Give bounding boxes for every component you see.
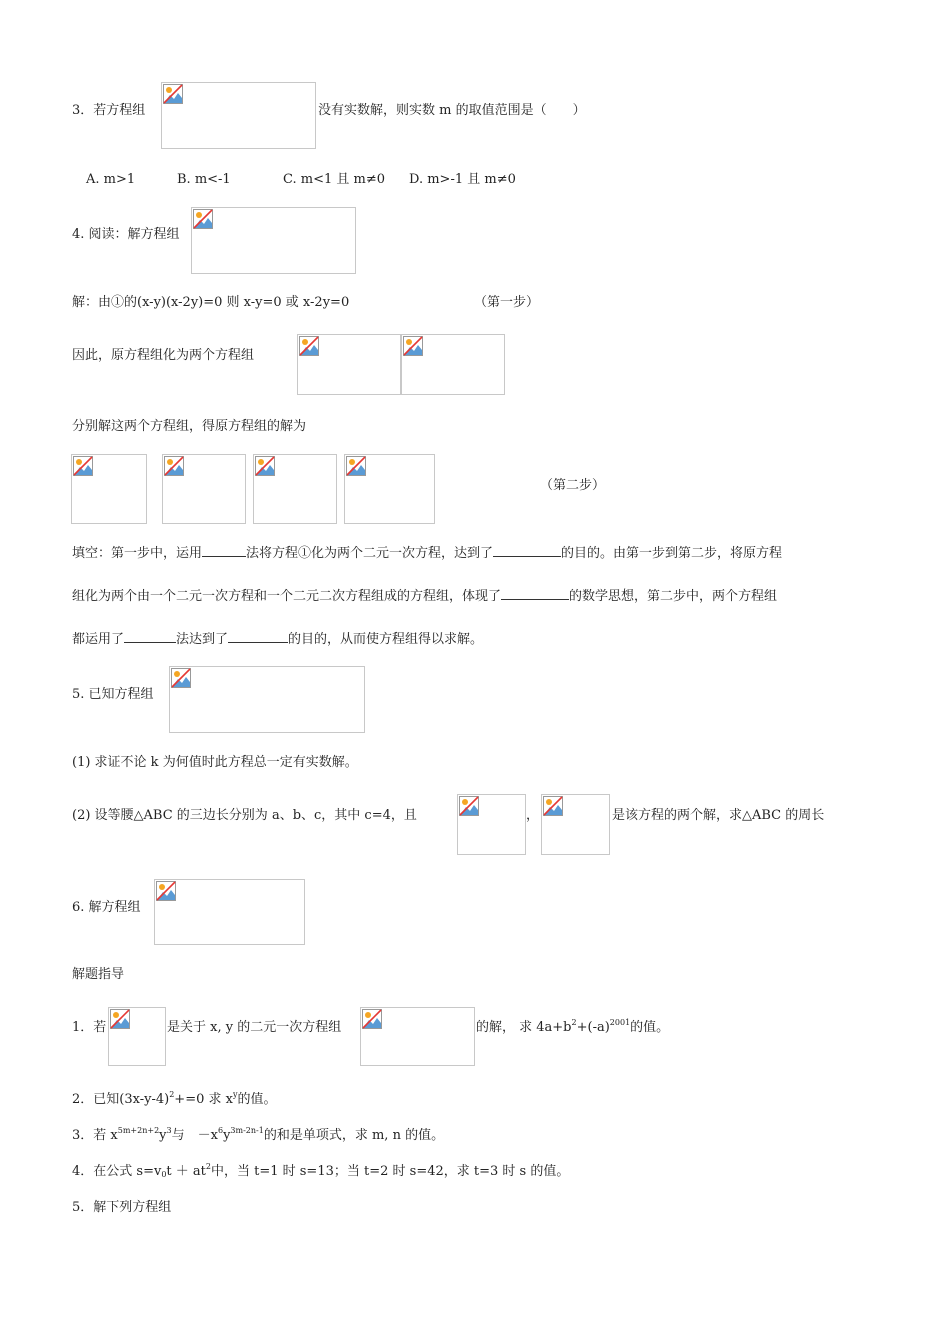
q4-solution-image-4 (344, 454, 435, 524)
q4-solve-each: 分别解这两个方程组，得原方程组的解为 (72, 419, 307, 434)
q3-option-d: D. m>-1 且 m≠0 (409, 172, 516, 187)
math-superscript: 5m+2n+2 (117, 1126, 160, 1135)
q3-option-a: A. m>1 (86, 172, 136, 187)
fill-text: 的目的，从而使方程组得以求解。 (288, 632, 484, 647)
fill-blank-5[interactable] (228, 630, 288, 643)
fill-blank-4[interactable] (124, 630, 176, 643)
math-superscript: 2 (205, 1162, 211, 1171)
math-superscript: 3 (166, 1126, 172, 1135)
fill-blank-2[interactable] (493, 544, 561, 557)
q4-step1: 解：由①的(x-y)(x-2y)=0 则 x-y=0 或 x-2y=0 (72, 295, 350, 310)
q5-part2-suffix: 是该方程的两个解，求△ABC 的周长 (612, 808, 825, 823)
broken-image-icon (362, 1009, 382, 1029)
math-superscript: y (232, 1090, 238, 1099)
q3-prefix: 3．若方程组 (72, 103, 146, 118)
math-superscript: 3m-2n-1 (230, 1126, 264, 1135)
broken-image-icon (73, 456, 93, 476)
fill-text: 组化为两个由一个二元一次方程和一个二元二次方程组成的方程组，体现了 (72, 589, 502, 604)
guide-4 (72, 1164, 569, 1180)
fill-text: 法达到了 (176, 632, 229, 647)
q5-part2-prefix: (2) 设等腰△ABC 的三边长分别为 a、b、c，其中 c=4，且 (72, 808, 417, 823)
guide-1-system-image (360, 1007, 475, 1066)
q4-step1-tag: （第一步） (474, 295, 540, 310)
broken-image-icon (255, 456, 275, 476)
guide-1-solution-image (108, 1007, 166, 1066)
math-text: 4．在公式 s=v (72, 1164, 162, 1179)
q3-option-c: C. m<1 且 m≠0 (283, 172, 385, 187)
q5-equation-image (169, 666, 365, 733)
broken-image-icon (110, 1009, 130, 1029)
broken-image-icon (403, 336, 423, 356)
guide-1-middle: 是关于 x, y 的二元一次方程组 (167, 1020, 342, 1035)
math-text: 与 －x (171, 1128, 218, 1143)
math-superscript: 2 (571, 1018, 577, 1027)
guide-1-prefix: 1．若 (72, 1020, 107, 1035)
math-text: y (223, 1128, 231, 1143)
broken-image-icon (163, 84, 183, 104)
q4-solution-image-2 (162, 454, 246, 524)
q4-system-image-1 (297, 334, 401, 395)
guide-title: 解题指导 (72, 967, 125, 982)
q5-prefix: 5. 已知方程组 (72, 687, 154, 702)
guide-3 (72, 1128, 444, 1144)
math-superscript: 2001 (609, 1018, 631, 1027)
q5-solution-image-1 (457, 794, 526, 855)
broken-image-icon (156, 881, 176, 901)
q4-solution-image-3 (253, 454, 337, 524)
fill-text: 法将方程①化为两个二元一次方程，达到了 (246, 546, 494, 561)
guide-1-suffix (476, 1020, 669, 1036)
q4-therefore: 因此，原方程组化为两个方程组 (72, 348, 255, 363)
math-text: +=0 求 x (174, 1092, 233, 1107)
fill-blank-3[interactable] (501, 587, 569, 600)
q6-prefix: 6. 解方程组 (72, 900, 141, 915)
math-superscript: 6 (217, 1126, 224, 1135)
guide-5: 5．解下列方程组 (72, 1200, 172, 1215)
math-subscript: 0 (161, 1170, 167, 1179)
q4-solution-image-1 (71, 454, 147, 524)
fill-blank-1[interactable] (202, 544, 246, 557)
q4-prefix: 4. 阅读：解方程组 (72, 227, 180, 242)
q4-step2-tag: （第二步） (540, 478, 606, 493)
broken-image-icon (459, 796, 479, 816)
math-text: 2．已知(3x-y-4) (72, 1092, 170, 1107)
q4-fill-line-3 (72, 630, 483, 648)
broken-image-icon (299, 336, 319, 356)
math-text: y (159, 1128, 167, 1143)
broken-image-icon (193, 209, 213, 229)
broken-image-icon (164, 456, 184, 476)
guide-2 (72, 1092, 277, 1108)
broken-image-icon (346, 456, 366, 476)
math-text: 的值。 (237, 1092, 277, 1107)
math-text: +(-a) (576, 1020, 610, 1035)
math-text: 中，当 t=1 时 s=13；当 t=2 时 s=42，求 t=3 时 s 的值。 (210, 1164, 570, 1179)
q3-option-b: B. m<-1 (177, 172, 231, 187)
q4-fill-line-2 (72, 587, 777, 605)
fill-text: 都运用了 (72, 632, 125, 647)
q5-solution-image-2 (541, 794, 610, 855)
q4-fill-line-1 (72, 544, 782, 562)
fill-text: 的目的。由第一步到第二步，将原方程 (561, 546, 783, 561)
math-text: 的值。 (630, 1020, 670, 1035)
math-text: t ＋ at (166, 1164, 206, 1179)
broken-image-icon (171, 668, 191, 688)
math-text: 的和是单项式，求 m, n 的值。 (263, 1128, 445, 1143)
fill-text: 的数学思想，第二步中，两个方程组 (569, 589, 778, 604)
math-superscript: 2 (169, 1090, 175, 1099)
q4-equation-image (191, 207, 356, 274)
q6-equation-image (154, 879, 305, 945)
math-text: 3．若 x (72, 1128, 118, 1143)
q5-part2-comma: ， (526, 808, 540, 823)
fill-text: 填空：第一步中，运用 (72, 546, 203, 561)
q3-equation-image (161, 82, 316, 149)
q3-suffix: 没有实数解，则实数 m 的取值范围是（ ） (318, 103, 586, 118)
broken-image-icon (543, 796, 563, 816)
math-text: 的解， 求 4a+b (476, 1020, 572, 1035)
q5-part1: (1) 求证不论 k 为何值时此方程总一定有实数解。 (72, 755, 358, 770)
q4-system-image-2 (401, 334, 505, 395)
